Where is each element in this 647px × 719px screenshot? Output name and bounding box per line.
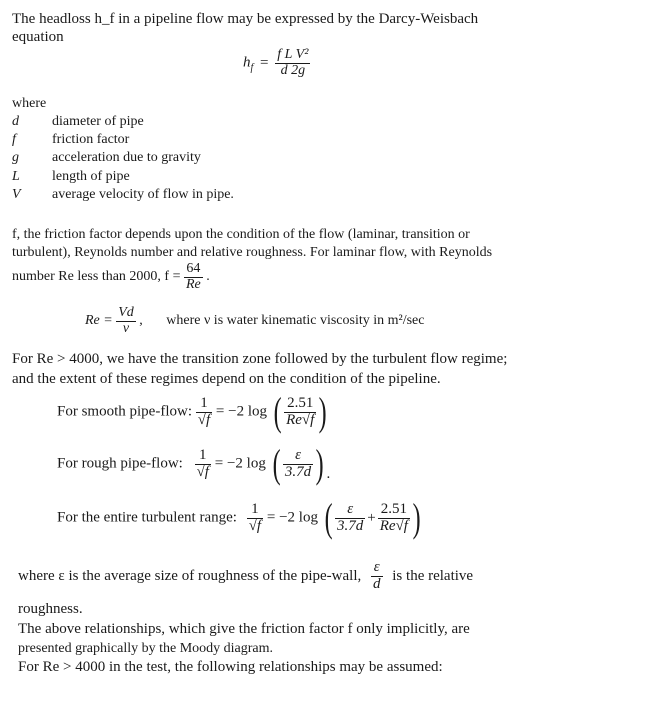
entire-numerator: 1 [251,500,259,517]
eq1-lhs: h [243,54,251,71]
re-lhs: Re = [85,313,113,329]
eq1-lhs-sub: f [250,62,254,74]
laminar-period: . [206,269,210,285]
entire-a-numerator: ε [347,500,354,517]
friction-line-1: f, the friction factor depends upon the condition of the flow (laminar, transition or [12,227,470,242]
rough-numerator: 1 [199,446,207,463]
var-description: acceleration due to gravity [52,150,201,165]
laminar-denominator: Re [185,276,201,292]
re-numerator: Vd [118,305,134,320]
rough-arg-denominator: 3.7d [284,463,312,480]
relative-roughness-numerator: ε [373,559,380,575]
entire-range-equation: For the entire turbulent range: $\frac{1}{√f}$ = −2 log ( $\frac{\varepsilon}{3.7d}$ + $\frac{2.51}{Re√f}$ ) [57,495,421,540]
smooth-rhs: = −2 log [215,403,267,420]
assumption-line: For Re > 4000 in the test, the following relationships may be assumed: [18,659,443,675]
rough-denominator: √f [196,463,209,480]
var-row-L [12,170,130,184]
turbulent-line-2: and the extent of these regimes depend on the condition of the pipeline. [12,371,441,387]
friction-line-3 [12,262,210,292]
smooth-denominator: √f [197,411,211,428]
re-viscosity-text: where ν is water kinematic viscosity in m²/sec [166,313,425,329]
relative-text: is the relative [392,567,474,584]
turbulent-line-1: For Re > 4000, we have the transition zone followed by the turbulent flow regime; [12,351,508,367]
eq1-op: = [260,54,269,71]
smooth-arg-numerator: 2.51 [287,394,314,411]
re-denominator: ν [116,321,136,337]
entire-b-denominator: Re√f [379,517,408,534]
friction-line-2: turbulent), Reynolds number and relative roughness. For laminar flow, with Reynolds [12,245,493,260]
laminar-numerator: 64 [186,261,201,276]
entire-label: For the entire turbulent range: [57,509,237,526]
rough-period: . [326,466,331,482]
smooth-pipe-equation: For smooth pipe-flow: $\frac{1}{√f}$ = −2 log ( $\frac{2.51}{Re√f}$ ) [57,389,327,434]
var-row-f [12,133,129,147]
where-label: where [12,96,47,111]
smooth-label: For smooth pipe-flow: [57,403,192,420]
var-description: length of pipe [52,169,130,184]
var-row-g [12,151,201,165]
var-symbol: L [12,169,20,184]
var-symbol: d [12,114,19,129]
entire-denominator: √f [248,517,262,534]
rough-rhs: = −2 log [214,455,266,472]
var-description: diameter of pipe [52,114,144,129]
entire-b-numerator: 2.51 [380,500,407,517]
var-symbol: f [12,132,16,147]
entire-plus: + [367,509,376,526]
rough-arg-numerator: ε [295,446,301,463]
var-row-V [12,188,234,202]
var-symbol: V [12,187,21,202]
eq1-numerator: f L V² [277,47,309,62]
entire-rhs: = −2 log [266,509,318,526]
var-row-d [12,115,144,129]
entire-a-denominator: 3.7d [337,517,364,534]
moody-line-2: presented graphically by the Moody diagram. [18,641,274,656]
roughness-text: where ε is the average size of roughness of the pipe-wall, [18,567,362,584]
rough-pipe-equation: For rough pipe-flow: $\frac{1}{√f}$ = −2 log ( $\frac{\varepsilon}{3.7d}$ ) . [57,441,331,486]
roughness-line-2: roughness. [18,601,83,617]
var-description: friction factor [52,132,130,147]
darcy-weisbach-equation [243,48,310,78]
intro-line-1: The headloss h_f in a pipeline flow may be expressed by the Darcy-Weisbach [12,11,479,27]
re-comma: , [139,313,143,329]
smooth-arg-denominator: Re√f [286,411,315,428]
relative-roughness-denominator: d [373,575,381,592]
laminar-text: number Re less than 2000, f = [12,269,181,285]
moody-line-1: The above relationships, which give the friction factor f only implicitly, are [18,621,470,637]
intro-line-2: equation [12,29,64,45]
eq1-denominator: d 2g [275,63,310,79]
var-description: average velocity of flow in pipe. [52,187,234,202]
reynolds-equation [85,306,424,336]
roughness-line-1 [18,560,473,593]
rough-label: For rough pipe-flow: [57,455,183,472]
smooth-numerator: 1 [200,394,208,411]
var-symbol: g [12,150,19,165]
